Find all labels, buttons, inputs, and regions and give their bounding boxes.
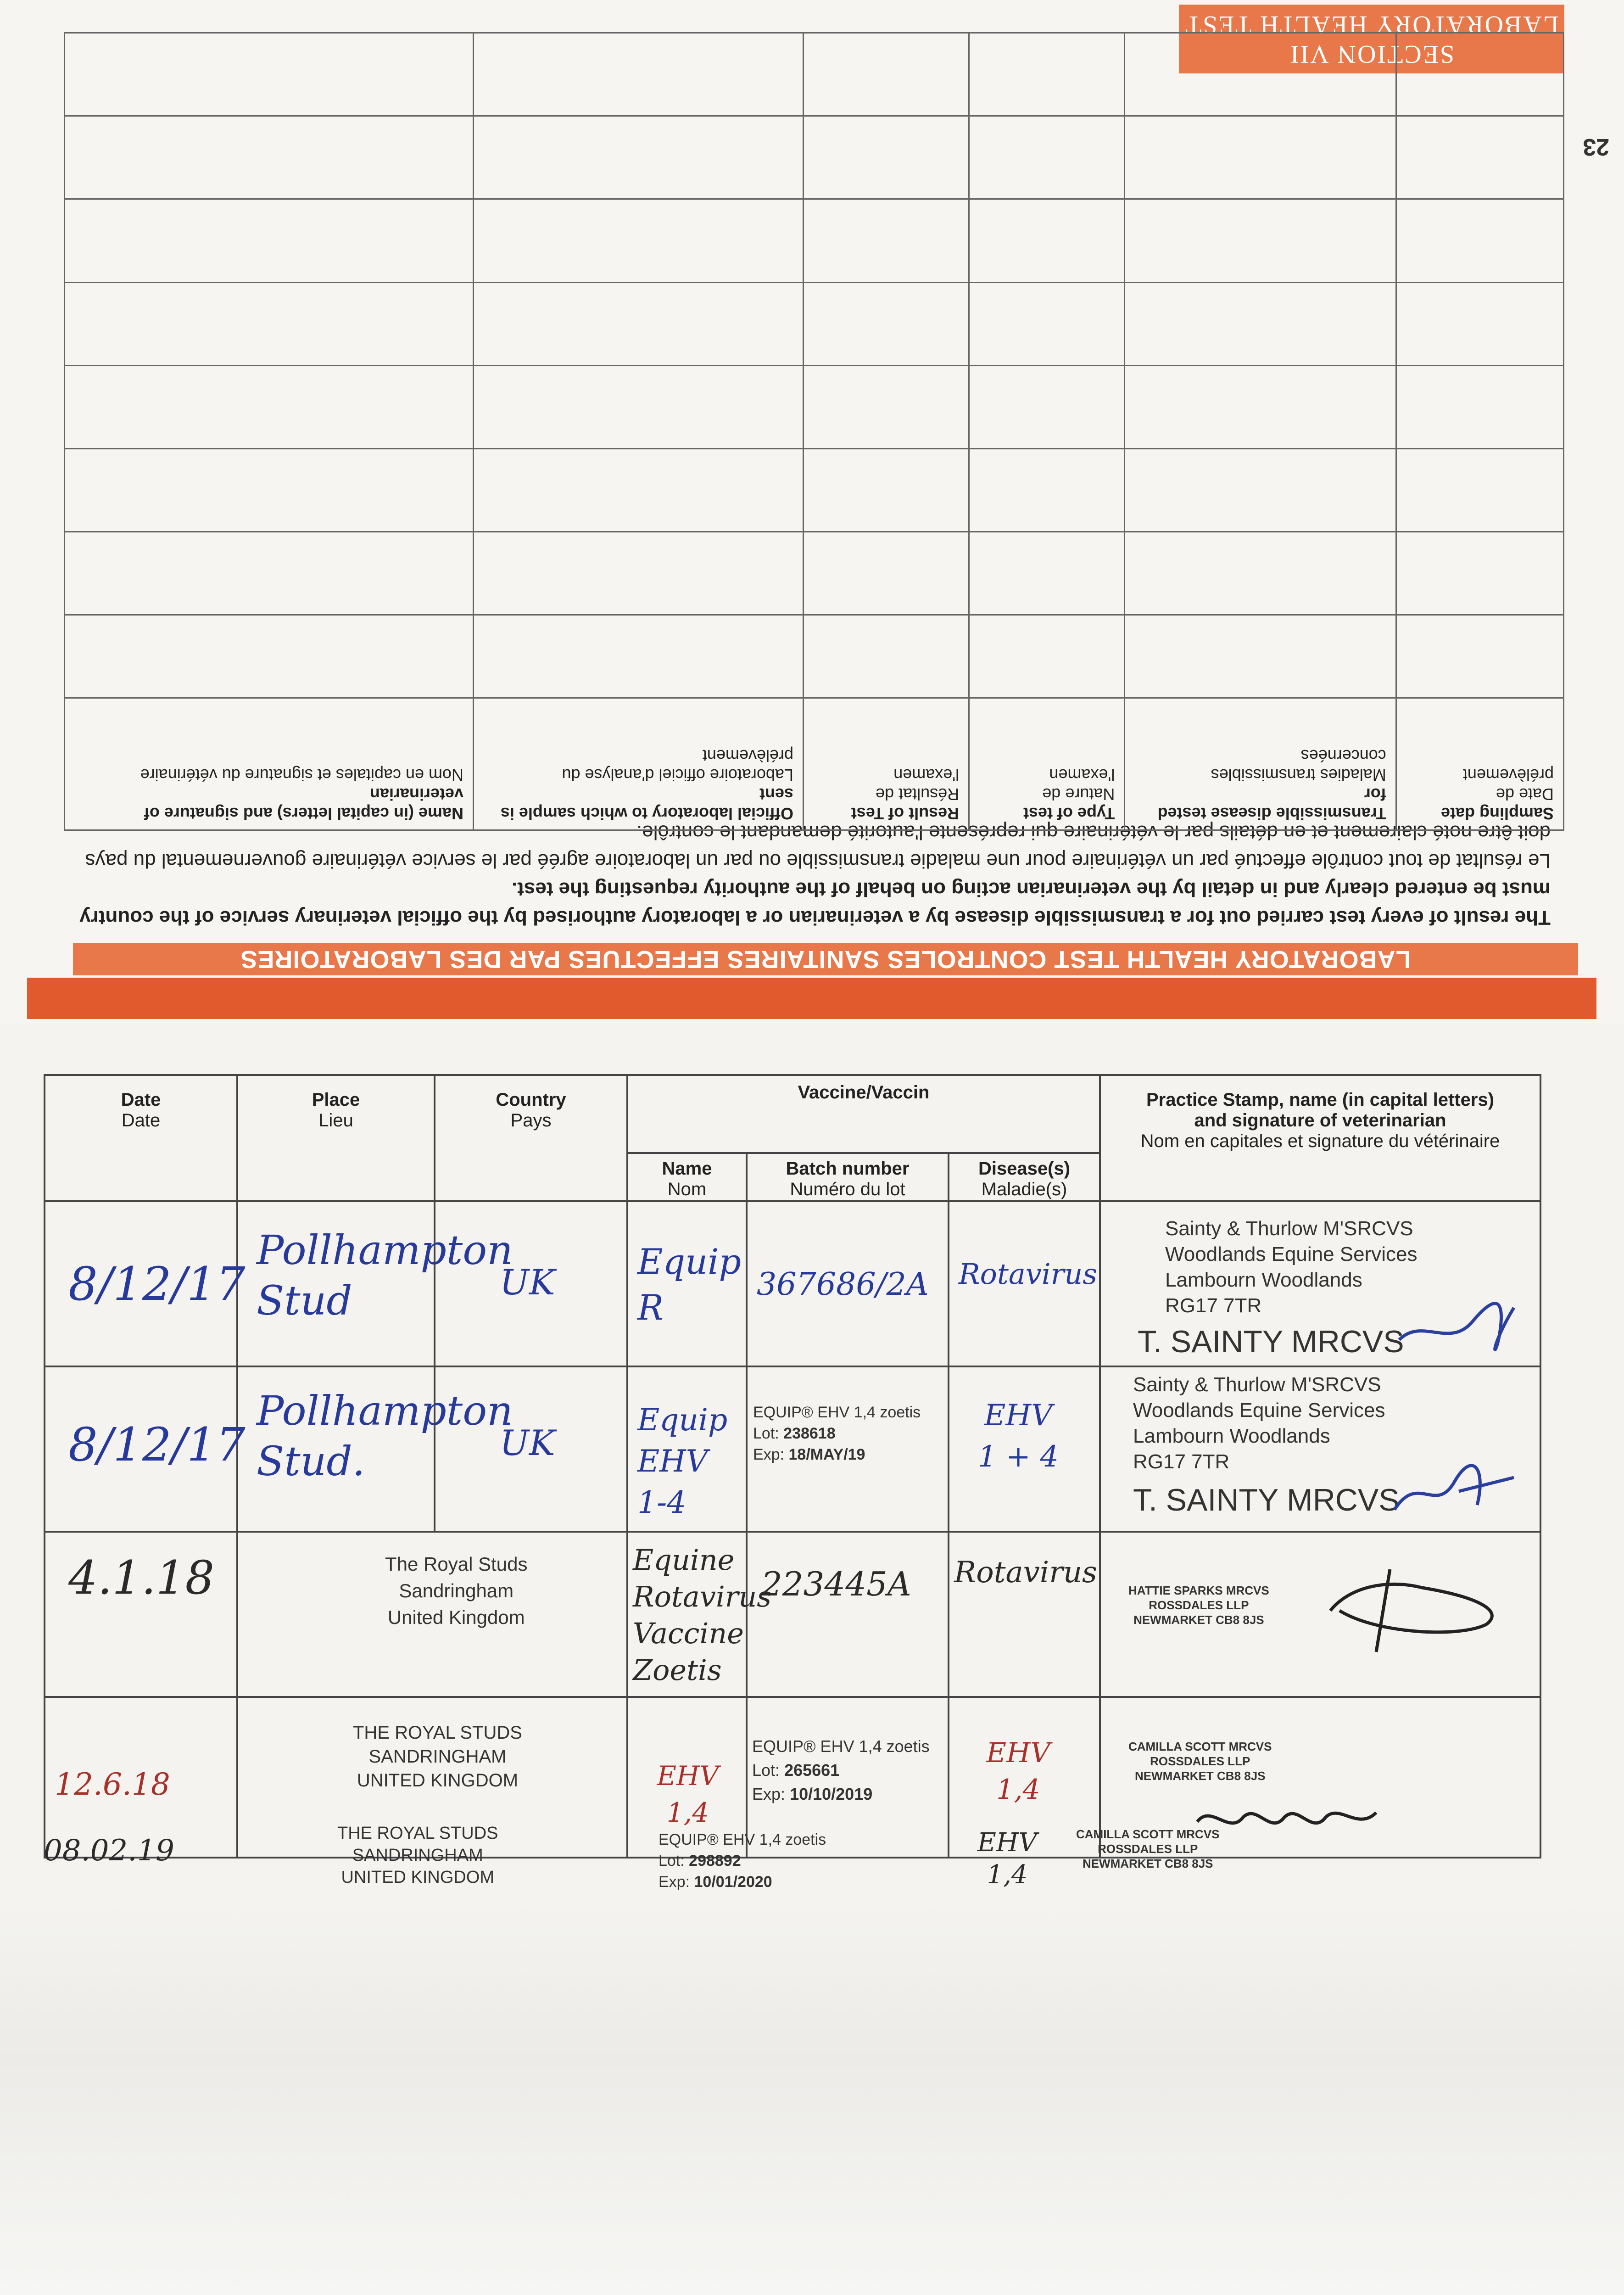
cell [1125,365,1396,448]
cell [1125,615,1396,698]
handwritten-vaccine: Equip R [637,1241,742,1328]
header-disease-en: Disease(s) [978,1159,1071,1179]
header-stamp [1100,1075,1540,1201]
handwritten-vaccine: EHV 1,4 [657,1760,719,1828]
col-fr: Laboratoire officiel d'analyse du prélèvement [562,746,794,784]
col-type-of-test [969,698,1125,830]
section-number: SECTION VII [1289,40,1455,68]
header-place-fr: Lieu [318,1110,353,1131]
handwritten-date: 8/12/17 [68,1257,246,1311]
handwritten-batch: 367686/2A [757,1266,929,1303]
cell [969,282,1125,365]
practice-stamp [1165,1216,1418,1319]
header-place [237,1075,435,1201]
cell [1125,116,1396,199]
table-row [45,1201,1540,1366]
cell [1125,448,1396,532]
stamp-line: RG17 7TR [1133,1450,1230,1473]
cell [474,365,804,448]
batch-sticker [659,1829,826,1892]
header-stamp-en1: Practice Stamp, name (in capital letters) [1146,1090,1495,1110]
table-row [65,282,1564,365]
table-row [45,1532,1540,1697]
practice-stamp [1128,1583,1269,1627]
place-line: UNITED KINGDOM [341,1868,495,1887]
table-row [65,199,1564,282]
instructions-fr: Le résultat de tout contrôle effectué par un vétérinaire pour une maladie transmissible ou par un laboratoire agréé par le service vétérinaire gouvernemental du pays doit être noté clairement et en détails par le vétérinaire qui représente l'autorité demandant le contrôle. [85,821,1551,872]
sticker-lot-label: Lot: [752,1761,780,1780]
header-batch [747,1153,949,1201]
batch-sticker [752,1735,930,1806]
table-row [65,448,1564,532]
place-line: United Kingdom [387,1606,525,1628]
cell [804,365,969,448]
col-en: Result of Test [851,804,960,823]
place-line: The Royal Studs [385,1553,528,1575]
lab-test-table [64,32,1564,831]
stamp-line: Lambourn Woodlands [1133,1425,1330,1447]
instructions-en: The result of every test carried out for a transmissible disease by a veterinarian or a laboratory authorised by the official veterinary service of the country must be entered clearly and in detail by the veterinarian acting on behalf of the authority requesting the test. [79,878,1551,929]
cell-date [45,1532,237,1697]
handwritten-date: 08.02.19 [44,1834,174,1868]
sticker-exp: 10/01/2020 [694,1873,772,1891]
col-en: Transmissible disease tested for [1157,785,1386,823]
sticker-lot: 298892 [689,1852,741,1870]
lab-test-instructions [68,818,1551,932]
sticker-product: EQUIP® EHV 1,4 zoetis [753,1404,921,1421]
header-batch-en: Batch number [786,1159,910,1179]
place-line: THE ROYAL STUDS [353,1723,522,1743]
cell [65,116,474,199]
col-fr: Résultat de l'examen [876,766,960,804]
cell-place [237,1366,513,1532]
header-place-en: Place [312,1090,360,1110]
col-en: Official laboratory to which sample is sent [500,785,794,823]
cell [969,365,1125,448]
stamp-line: ROSSDALES LLP [1149,1598,1249,1612]
practice-stamp [1128,1739,1272,1783]
stamp-line: ROSSDALES LLP [1150,1754,1250,1768]
cell-disease [949,1532,1100,1697]
cell-place-country [237,1532,627,1697]
cell [969,116,1125,199]
handwritten-disease: Rotavirus [959,1257,1098,1291]
cell-vaccine-name [627,1366,747,1532]
cell [1125,33,1396,116]
stamp-line: Lambourn Woodlands [1165,1269,1362,1291]
cell-date [45,1201,246,1366]
stamp-line: NEWMARKET CB8 8JS [1134,1769,1266,1783]
header-country-en: Country [496,1090,566,1110]
section-title: LABORATORY HEALTH TEST [1184,11,1559,39]
handwritten-country: UK [500,1422,555,1463]
cell [804,116,969,199]
handwritten-disease: EHV 1,4 [977,1828,1038,1890]
header-date-en: Date [121,1090,161,1110]
sticker-exp-label: Exp: [659,1873,690,1891]
cell-vaccine-name [627,1201,747,1366]
handwritten-date: 8/12/17 [68,1418,246,1472]
cell [65,532,474,615]
cell [804,532,969,615]
header-name-fr: Nom [667,1179,707,1199]
stamp-line: NEWMARKET CB8 8JS [1133,1613,1264,1627]
sticker-lot-label: Lot: [659,1852,685,1870]
col-fr: Nom en capitales et signature du vétérinaire [140,766,464,784]
place-line: THE ROYAL STUDS [337,1824,498,1843]
place-stamp [353,1721,522,1792]
cell [1125,532,1396,615]
table-row [65,615,1564,698]
col-fr: Maladies transmissibles concernées [1211,746,1386,784]
col-sampling-date [1396,698,1563,830]
sticker-exp-label: Exp: [753,1446,785,1463]
place-stamp [337,1822,498,1888]
sticker-lot-label: Lot: [753,1425,779,1442]
place-line: UNITED KINGDOM [357,1770,519,1791]
header-stamp-fr: Nom en capitales et signature du vétérinaire [1140,1131,1500,1151]
cell [1125,199,1396,282]
sticker-exp: 18/MAY/19 [788,1446,865,1463]
handwritten-date: 12.6.18 [55,1767,170,1802]
upside-down-lab-test-page [0,0,1624,1024]
sticker-product: EQUIP® EHV 1,4 zoetis [752,1737,930,1756]
col-en: Sampling date [1440,804,1554,823]
blank-page-area [0,1905,1624,2295]
col-en: Type of test [1023,804,1115,823]
cell-stamp [1100,1532,1540,1697]
stamp-line: NEWMARKET CB8 8JS [1082,1857,1213,1870]
header-vaccine [627,1075,1100,1153]
stamp-line: Woodlands Equine Services [1133,1399,1385,1422]
header-vaccine-label: Vaccine/Vaccin [798,1082,930,1103]
signature-scribble [1321,1560,1514,1661]
cell-disease [949,1201,1100,1366]
header-country [435,1075,627,1201]
cell [1396,615,1563,698]
handwritten-vaccine: Equine Rotavirus Vaccine Zoetis [633,1543,772,1687]
vaccination-record [44,1074,1540,1909]
practice-stamp [1076,1827,1219,1871]
col-en: Name (in capital letters) and signature of veterinarian [144,785,464,823]
cell-batch [747,1201,949,1366]
cell-disease [949,1366,1100,1532]
stamp-line: RG17 7TR [1165,1294,1262,1317]
col-vet-name [65,698,474,830]
place-line: SANDRINGHAM [352,1846,483,1865]
cell [65,199,474,282]
handwritten-country: UK [500,1262,555,1303]
sticker-product: EQUIP® EHV 1,4 zoetis [659,1831,826,1848]
cell [474,116,804,199]
stamp-line: CAMILLA SCOTT MRCVS [1076,1827,1220,1841]
handwritten-disease: EHV 1 + 4 [978,1399,1059,1474]
lab-test-header: LABORATORY HEALTH TEST CONTROLES SANITAIRES EFFECTUES PAR DES LABORATOIRES [73,943,1578,975]
cell [65,33,474,116]
table-row [45,1366,1540,1532]
header-batch-fr: Numéro du lot [790,1179,905,1199]
cell [474,199,804,282]
vet-name: T. SAINTY MRCVS [1138,1324,1404,1359]
cell [474,615,804,698]
cell [65,365,474,448]
header-date-fr: Date [121,1110,161,1131]
cell [804,448,969,532]
table-row [65,33,1564,116]
cell [65,448,474,532]
vaccination-table [44,1074,1541,1858]
signature-scribble [1395,1289,1532,1358]
top-page-orange-bar [27,978,1596,1019]
page-number: 23 [1583,134,1609,160]
cell [1125,282,1396,365]
vet-name: T. SAINTY MRCVS [1133,1483,1400,1517]
table-row [65,365,1564,448]
handwritten-batch: 223445A [761,1565,911,1603]
cell [1396,282,1563,365]
cell [969,532,1125,615]
table-row [65,532,1564,615]
stamp-line: CAMILLA SCOTT MRCVS [1128,1740,1272,1753]
handwritten-disease: EHV 1,4 [986,1737,1050,1806]
cell [804,282,969,365]
cell-vaccine-name [627,1532,772,1697]
cell [1396,448,1563,532]
cell [969,448,1125,532]
cell-batch [747,1532,949,1697]
cell [65,615,474,698]
header-stamp-en2: and signature of veterinarian [1194,1110,1446,1131]
cell-country [435,1201,627,1366]
cell-place [237,1201,513,1366]
col-result [804,698,969,830]
col-fr: Nature de l'examen [1042,766,1115,804]
stamp-line: Sainty & Thurlow M'SRCVS [1133,1373,1381,1396]
header-name-en: Name [662,1159,712,1179]
cell-batch [747,1366,949,1532]
header-vaccine-name [627,1153,747,1201]
place-line: SANDRINGHAM [368,1746,507,1767]
cell-stamp [1100,1366,1540,1532]
header-disease-fr: Maladie(s) [981,1179,1067,1199]
cell [804,33,969,116]
cell [474,282,804,365]
cell [1396,199,1563,282]
cell [804,199,969,282]
signature-scribble [1385,1455,1523,1523]
stamp-line: Sainty & Thurlow M'SRCVS [1165,1217,1413,1240]
batch-sticker [753,1402,921,1465]
signature-scribble [1193,1794,1385,1845]
cell [65,282,474,365]
cell [969,199,1125,282]
cell [1396,33,1563,116]
stamp-line: ROSSDALES LLP [1098,1842,1198,1856]
handwritten-vaccine: Equip EHV 1-4 [637,1402,728,1520]
col-official-lab [474,698,804,830]
place-line: Sandringham [399,1580,514,1601]
cell [804,615,969,698]
table-row [65,116,1564,199]
cell [474,448,804,532]
cell [969,33,1125,116]
sticker-lot: 238618 [783,1425,836,1442]
cell [1396,365,1563,448]
place-stamp [385,1551,528,1631]
practice-stamp [1133,1372,1385,1475]
stamp-line: Woodlands Equine Services [1165,1243,1418,1265]
handwritten-date: 4.1.18 [68,1551,215,1605]
stamp-line: HATTIE SPARKS MRCVS [1128,1584,1269,1597]
sticker-lot: 265661 [784,1761,840,1780]
header-disease [949,1153,1100,1201]
sticker-exp: 10/10/2019 [790,1785,873,1803]
cell-country [435,1366,627,1532]
cell [1396,532,1563,615]
cell [474,33,804,116]
header-date [45,1075,237,1201]
header-country-fr: Pays [510,1110,552,1131]
col-fr: Date de prélèvement [1462,766,1554,804]
cell [969,615,1125,698]
cell [1396,116,1563,199]
handwritten-place: Pollhampton Stud. [257,1387,513,1485]
col-disease-tested [1125,698,1396,830]
cell [474,532,804,615]
cell-stamp [1100,1201,1540,1366]
sticker-exp-label: Exp: [752,1785,786,1803]
handwritten-disease: Rotavirus [954,1556,1097,1590]
cell-date [45,1366,246,1532]
handwritten-place: Pollhampton Stud [257,1226,513,1324]
